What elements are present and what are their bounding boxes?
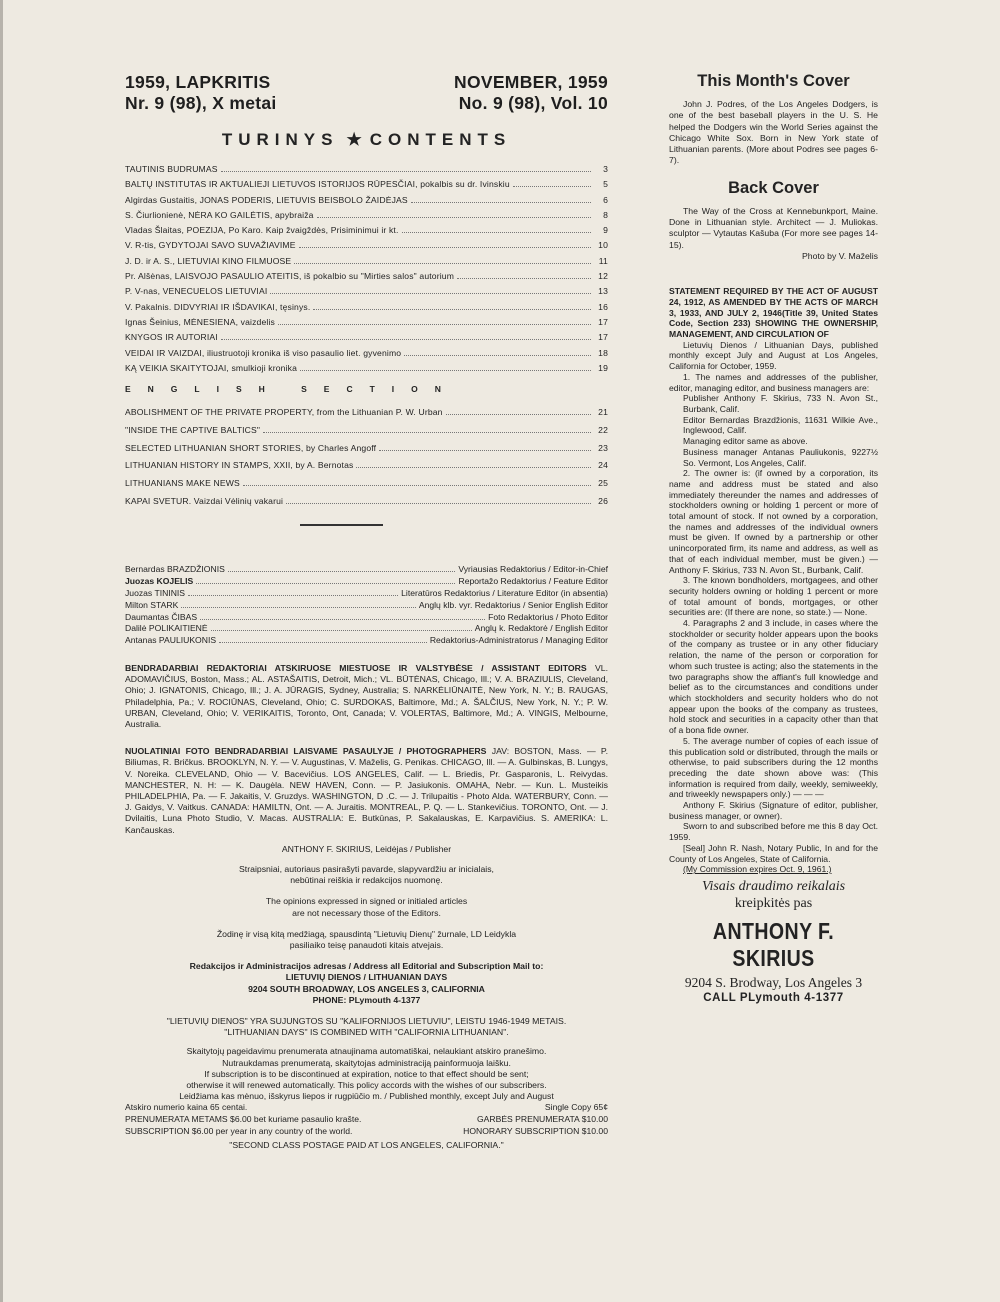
staff-name: Juozas KOJELIS [125, 576, 194, 587]
dot-leader [317, 217, 591, 218]
dot-leader [402, 232, 591, 233]
staff-member [125, 612, 608, 624]
masthead [125, 72, 608, 114]
statement-p1: 1. The names and addresses of the publisher, editor, managing editor, and business managers are: [669, 371, 878, 393]
assistant-editors [125, 663, 608, 730]
assistant-editors-heading: BENDRADARBIAI REDAKTORIAI ATSKIRUOSE MIESTUOSE IR VALSTYBĖSE / ASSISTANT EDITORS [125, 662, 587, 673]
staff-member [125, 564, 608, 576]
toc-item-title: P. V-nas, VENECUELOS LIETUVIAI [125, 286, 268, 297]
toc-item [125, 269, 608, 284]
toc-item-title: Vladas Šlaitas, POEZIJA, Po Karo. Kaip žvaigždės, Prisiminimui ir kt. [125, 225, 399, 236]
table-of-contents [125, 162, 608, 376]
toc-item-page: 16 [598, 301, 608, 312]
issue-number-lt: Nr. 9 (98), X metai [125, 93, 277, 113]
toc-item-title: Pr. Alšėnas, LAISVOJO PASAULIO ATEITIS, iš pokalbio su "Mirties salos" autorium [125, 271, 455, 282]
statement-p4: 4. Paragraphs 2 and 3 include, in cases where the stockholder or security holder appears upon the books of the company as trustee or in any other fiduciary relation, the name of the person or corporation for whom such trustee is acting; also the statements in the two paragraphs show the affiant's full knowledge and belief as to the circumstances and conditions under which stockholders and security holders who do not appear upon the books of the company as trustees, hold stock and securities in a capacity other than that of a bona fide owner. [669, 618, 878, 736]
dot-leader [196, 583, 455, 584]
renewal-line: If subscription is to be discontinued at expiration, notice to that effect should be sent; [204, 1068, 529, 1079]
staff-role: Vyriausias Redaktorius / Editor-in-Chief [458, 564, 608, 575]
toc-item [125, 315, 608, 330]
staff-name: Antanas PAULIUKONIS [125, 635, 217, 646]
toc-item-page: 17 [598, 332, 608, 343]
merger-notice [125, 1016, 608, 1038]
toc-item-title: Algirdas Gustaitis, JONAS PODERIS, LIETUVIS BEISBOLO ŽAIDĖJAS [125, 194, 408, 205]
english-table-of-contents [125, 404, 608, 510]
merger-line: "LIETUVIŲ DIENOS" YRA SUJUNGTOS SU "KALIFORNIJOS LIETUVIU", LEISTU 1946-1949 METAIS. [166, 1016, 567, 1027]
toc-item [125, 346, 608, 361]
toc-item-page: 9 [603, 225, 608, 236]
toc-item-page: 13 [598, 286, 608, 297]
staff-member [125, 600, 608, 612]
toc-item [125, 404, 608, 422]
dot-leader [300, 370, 591, 371]
reprint-notice [125, 929, 608, 951]
reprint-line: pasiliaiko teisę panaudoti kitais atvejais. [289, 940, 444, 951]
cover-description: John J. Podres, of the Los Angeles Dodgers, is one of the best baseball players in the U. S. He helped the Dodgers win the World Series against the Chicago White Sox. Born in New York state of Lithuanian parents. (More about Podres see pages 6-7). [669, 99, 878, 166]
toc-item [125, 177, 608, 192]
publisher-line: ANTHONY F. SKIRIUS, Leidėjas / Publisher [281, 843, 452, 854]
price-honorary-lt: GARBĖS PRENUMERATA $10.00 [476, 1114, 608, 1125]
address-heading: Redakcijos ir Administracijos adresas / Address all Editorial and Subscription Mail to: [189, 961, 544, 972]
dot-leader [181, 607, 416, 608]
staff-name: Bernardas BRAZDŽIONIS [125, 564, 225, 575]
toc-item-page: 25 [598, 477, 608, 488]
statement-sworn: Sworn to and subscribed before me this 8 day Oct. 1959. [669, 821, 878, 843]
statement-publisher: Publisher Anthony F. Skirius, 733 N. Avon St., Burbank, Calif. [683, 393, 878, 414]
staff-role: Reportažo Redaktorius / Feature Editor [458, 576, 608, 587]
masthead-english [454, 72, 608, 114]
dot-leader [294, 263, 591, 264]
statement-signature: Anthony F. Skirius (Signature of editor, publisher, business manager, or owner). [669, 800, 878, 821]
issue-number-en: No. 9 (98), Vol. 10 [458, 93, 608, 113]
issue-date-en: NOVEMBER, 1959 [454, 72, 608, 92]
statement-seal: [Seal] John R. Nash, Notary Public, In and for the County of Los Angeles, State of California. [669, 842, 878, 864]
toc-item [125, 493, 608, 511]
contents-title-en: CONTENTS [369, 130, 512, 149]
toc-item-title: "INSIDE THE CAPTIVE BALTICS" [125, 424, 261, 435]
toc-item [125, 162, 608, 177]
toc-item-page: 24 [598, 460, 608, 471]
photographers-heading: NUOLATINIAI FOTO BENDRADARBIAI LAISVAME PASAULYJE / PHOTOGRAPHERS [125, 746, 487, 757]
dot-leader [286, 503, 591, 504]
subscription-notice [125, 1046, 608, 1102]
price-annual-lt: PRENUMERATA METAMS $6.00 bet kuriame pasaulio krašte. [125, 1114, 362, 1125]
dot-leader [219, 642, 427, 643]
contents-title [125, 130, 608, 150]
staff-name: Daumantas ČIBAS [125, 611, 198, 622]
toc-item [125, 330, 608, 345]
divider [300, 524, 383, 526]
disclaimer-lt [125, 864, 608, 886]
staff-name: Juozas TININIS [125, 587, 186, 598]
statement-p3: 3. The known bondholders, mortgagees, and other security holders owning or holding 1 percent or more of total amount of bonds, mortgages, or other securities are: (If there are none, so state.) — None. [669, 575, 878, 618]
photographers [125, 746, 608, 836]
toc-item [125, 284, 608, 299]
editorial-address [125, 961, 608, 1006]
back-cover-description: The Way of the Cross at Kennebunkport, Maine. Done in Lithuanian style. Architect — J. Muliokas. sculptor — Vytautas Kašuba (For more see pages 14-15). [669, 205, 878, 250]
toc-item-page: 11 [598, 255, 608, 266]
dot-leader [221, 339, 591, 340]
toc-item-title: KĄ VEIKIA SKAITYTOJAI, smulkioji kronika [125, 362, 298, 373]
issue-date-lt: 1959, LAPKRITIS [125, 72, 271, 92]
toc-item [125, 440, 608, 458]
price-annual-en [125, 1126, 608, 1138]
dot-leader [411, 202, 591, 203]
toc-item [125, 208, 608, 223]
statement-heading: STATEMENT REQUIRED BY THE ACT OF AUGUST 24, 1912, AS AMENDED BY THE ACTS OF MARCH 3, 1933, AND JULY 2, 1946(Title 39, United States Code, Section 233) SHOWING THE OWNERSHIP, MANAGEMENT, AND CIRCULATION OF [669, 286, 878, 340]
toc-item [125, 457, 608, 475]
dot-leader [446, 414, 591, 415]
dot-leader [299, 247, 591, 248]
toc-item-title: VEIDAI IR VAIZDAI, iliustruotoji kronika iš viso pasaulio liet. gyvenimo [125, 347, 402, 358]
address-phone: PHONE: PLymouth 4-1377 [312, 994, 421, 1005]
english-section-title: ENGLISH SECTION [125, 384, 458, 395]
address-line: 9204 SOUTH BROADWAY, LOS ANGELES 3, CALIFORNIA [248, 983, 485, 994]
statement-editor: Editor Bernardas Brazdžionis, 11631 Wilkie Ave., Inglewood, Calif. [683, 414, 878, 436]
ownership-statement [669, 286, 878, 875]
dot-leader [188, 595, 398, 596]
toc-item-title: KAPAI SVETUR. Vaizdai Vėlinių vakarui [125, 495, 284, 506]
price-single [125, 1102, 608, 1114]
staff-role: Anglų klb. vyr. Redaktorius / Senior English Editor [418, 599, 608, 610]
dot-leader [313, 309, 591, 310]
staff-name: Milton STARK [125, 599, 179, 610]
statement-p5: 5. The average number of copies of each issue of this publication sold or distributed, through the mails or otherwise, to paid subscribers during the 12 months preceding the date shown above was: (This information is required from daily, weekly, semiweekly, and triweekly newspapers only.) — — — [669, 735, 878, 800]
dot-leader [513, 186, 591, 187]
statement-p2: 2. The owner is: (if owned by a corporation, its name and address must be stated and also immediately thereunder the names and addresses of stockholders owning or holding 1 percent or more of total amount of stock. If not owned by a corporation, the names and addresses of the individual owners must be given. If owned by a partnership or other unincorporated firm, its name and address, as well as that of each individual member, must be given.) —Anthony F. Skirius, 733 N. Avon St., Burbank, Calif. [669, 468, 878, 575]
toc-item [125, 422, 608, 440]
staff-role: Redaktorius-Administratorus / Managing Editor [429, 635, 608, 646]
page-edge-shadow [0, 0, 3, 1302]
staff-list [125, 564, 608, 647]
postage-notice: "SECOND CLASS POSTAGE PAID AT LOS ANGELES, CALIFORNIA." [229, 1139, 504, 1150]
disclaimer-en [125, 896, 608, 918]
cover-heading: This Month's Cover [697, 72, 850, 90]
toc-item [125, 193, 608, 208]
toc-item-title: SELECTED LITHUANIAN SHORT STORIES, by Charles Angoff [125, 442, 377, 453]
toc-item-page: 22 [598, 424, 608, 435]
back-cover-heading: Back Cover [728, 178, 819, 197]
ad-line1: Visais draudimo reikalais [701, 878, 846, 894]
dot-leader [200, 619, 485, 620]
insurance-ad [669, 878, 878, 1004]
disclaimer-lt-line: Straipsniai, autoriaus pasirašyti pavarde, slapyvardžiu ar inicialais, [239, 864, 494, 874]
dot-leader [211, 630, 472, 631]
dot-leader [278, 324, 591, 325]
address-line: LIETUVIŲ DIENOS / LITHUANIAN DAYS [285, 972, 448, 983]
dot-leader [228, 571, 456, 572]
price-single-en: Single Copy 65¢ [544, 1102, 608, 1113]
toc-item-page: 3 [603, 164, 608, 174]
toc-item-title: LITHUANIANS MAKE NEWS [125, 477, 240, 488]
contents-title-lt: TURINYS [221, 130, 339, 149]
toc-item-page: 18 [598, 347, 608, 358]
toc-item-title: S. Čiurlionienė, NĖRA KO GAILĖTIS, apybraiža [125, 209, 314, 220]
disclaimer-en-line: The opinions expressed in signed or initialed articles [265, 896, 468, 907]
toc-item-page: 6 [603, 194, 608, 205]
price-annual [125, 1114, 608, 1126]
dot-leader [379, 450, 591, 451]
toc-item-title: Ignas Šeinius, MĖNESIENA, vaizdelis [125, 316, 275, 327]
toc-item-title: BALTŲ INSTITUTAS IR AKTUALIEJI LIETUVOS ISTORIJOS RŪPESČIAI, pokalbis su dr. Ivinskiu [125, 179, 510, 190]
toc-item-title: J. D. ir A. S., LIETUVIAI KINO FILMUOSE [125, 255, 292, 266]
statement-intro: Lietuvių Dienos / Lithuanian Days, published monthly except July and August at Los Angeles, California for October, 1959. [669, 339, 878, 372]
ad-name: ANTHONY F. SKIRIUS [712, 917, 835, 971]
toc-item-page: 21 [598, 407, 608, 418]
publication-frequency: Leidžiama kas mėnuo, išskyrus liepos ir rugpiūčio m. / Published monthly, except July and August [179, 1091, 554, 1102]
toc-item [125, 223, 608, 238]
toc-item [125, 300, 608, 315]
dot-leader [270, 293, 591, 294]
reprint-line: Žodinę ir visą kitą medžiagą, spausdintą "Lietuvių Dienų" žurnale, LD Leidykla [216, 928, 517, 939]
price-annual-en-text: SUBSCRIPTION $6.00 per year in any country of the world. [125, 1126, 353, 1137]
statement-business-manager: Business manager Antanas Pauliukonis, 9227½ So. Vermont, Los Angeles, Calif. [683, 446, 878, 468]
ad-address: 9204 S. Brodway, Los Angeles 3 [684, 974, 863, 990]
staff-member [125, 635, 608, 647]
merger-line: "LITHUANIAN DAYS" IS COMBINED WITH "CALIFORNIA LITHUANIAN". [224, 1027, 509, 1038]
staff-role: Foto Redaktorius / Photo Editor [488, 611, 608, 622]
toc-item-title: LITHUANIAN HISTORY IN STAMPS, XXII, by A. Bernotas [125, 460, 354, 471]
toc-item [125, 254, 608, 269]
toc-item-title: TAUTINIS BUDRUMAS [125, 164, 218, 174]
disclaimer-lt-line: nebūtinai reiškia ir redakcijos nuomonę. [290, 875, 443, 886]
staff-name: Dalilė POLIKAITIENĖ [125, 623, 208, 634]
toc-item-page: 26 [598, 495, 608, 506]
renewal-line: otherwise it will renewed automatically. This policy accords with the wishes of our subscribers. [186, 1080, 547, 1091]
toc-item-page: 23 [598, 442, 608, 453]
toc-item [125, 238, 608, 253]
renewal-line: Skaitytojų pageidavimu prenumerata atnaujinama automatiškai, nelaukiant atskiro pranešimo. [186, 1046, 547, 1057]
masthead-lithuanian [125, 72, 277, 114]
toc-item [125, 361, 608, 376]
staff-member [125, 623, 608, 635]
back-cover-credit: Photo by V. Maželis [802, 250, 878, 261]
toc-item-title: KNYGOS IR AUTORIAI [125, 332, 218, 343]
ad-phone: CALL PLymouth 4-1377 [703, 991, 844, 1004]
price-single-lt: Atskiro numerio kaina 65 centai. [125, 1102, 248, 1113]
toc-item-title: V. Pakalnis. DIDVYRIAI IR IŠDAVIKAI, tęsinys. [125, 301, 311, 312]
star-icon: ★ [346, 130, 362, 149]
toc-item-page: 8 [603, 209, 608, 220]
statement-commission: (My Commission expires Oct. 9, 1961.) [683, 864, 832, 875]
dot-leader [356, 467, 591, 468]
dot-leader [404, 355, 591, 356]
disclaimer-en-line: are not necessary those of the Editors. [292, 907, 441, 918]
toc-item [125, 475, 608, 493]
photographers-list: JAV: BOSTON, Mass. — P. Biliumas, R. Bričkus. BROOKLYN, N. Y. — V. Augustinas, V. Maželis, G. Penikas. CHICAGO, Ill. — A. Gulbinskas, B. Lungys, V. Noreika. CLEVELAND, Ohio — V. Bacevičius. LOS ANGELES, Calif. — L. Briedis, Pr. Gasparonis, L. Reivydas. MANCHESTER, N. H: — K. Daugėla. NEW HAVEN, Conn. — P. Jasiukonis. OMAHA, Nebr. — Kun. L. Musteikis PHILADELPHIA, Pa. — F. Jakaitis, V. Gruzdys. WASHINGTON, D .C. — J. Trilupaitis - Photo Alda. WATERBURY, Conn. — J. Gaidys, V. Vaitkus. CANADA: HAMILTN, Ont. — A. Juraitis. MONTREAL, P. Q. — L. Stankevičius. TORONTO, Ont. — J. Dvilaitis, Luna Photo Studio, V. Macas. AUSTRALIA: E. Butkūnas, P. Sakalauskas, E. Karpavičius. S. AMERIKA: L. Kančauskas. [125, 746, 608, 835]
dot-leader [263, 432, 591, 433]
left-column [125, 72, 608, 1151]
dot-leader [243, 485, 591, 486]
toc-item-page: 17 [598, 316, 608, 327]
right-column [669, 72, 878, 1004]
staff-member [125, 576, 608, 588]
assistant-editors-list: VL. ADOMAVIČIUS, Boston, Mass.; AL. ASTAŠAITIS, Detroit, Mich.; VL. BŪTĖNAS, Chicago, Ill.; V. A. BRAZIULIS, Cleveland, Ohio; J. IGNATONIS, Chicago, Ill.; J. A. JŪRAGIS, Sydney, Australia; S. NARKĖLIŪNAITĖ, New York, N. Y.; B. RAUGAS, Philadelphia, Pa.; V. ROCIŪNAS, Cleveland, Ohio; C. SURDOKAS, Baltimore, Md.; A. ŠALČIUS, New York, N. Y.; P. W. URBAN, Cleveland, Ohio; V. VERIKAITIS, Toronto, Ont, Canada; V. VOLERTAS, Baltimore, Md.; A. VINGIS, Melbourne, Australia. [125, 662, 608, 729]
toc-item-page: 5 [603, 179, 608, 190]
toc-item-page: 19 [598, 362, 608, 373]
dot-leader [457, 278, 591, 279]
staff-role: Literatūros Redaktorius / Literature Editor (in absentia) [401, 587, 608, 598]
renewal-line: Nutraukdamas prenumeratą, skaitytojas administraciją painformuoja laišku. [222, 1057, 511, 1068]
toc-item-title: ABOLISHMENT OF THE PRIVATE PROPERTY, from the Lithuanian P. W. Urban [125, 407, 443, 418]
toc-item-page: 10 [598, 240, 608, 251]
staff-member [125, 588, 608, 600]
staff-role: Anglų k. Redaktorė / English Editor [474, 623, 608, 634]
ad-line2: kreipkitės pas [734, 895, 813, 911]
statement-managing-editor: Managing editor same as above. [683, 436, 808, 447]
dot-leader [221, 171, 591, 172]
price-honorary-en: HONORARY SUBSCRIPTION $10.00 [463, 1126, 608, 1137]
toc-item-page: 12 [598, 271, 608, 282]
toc-item-title: V. R-tis, GYDYTOJAI SAVO SUVAŽIAVIME [125, 240, 296, 251]
